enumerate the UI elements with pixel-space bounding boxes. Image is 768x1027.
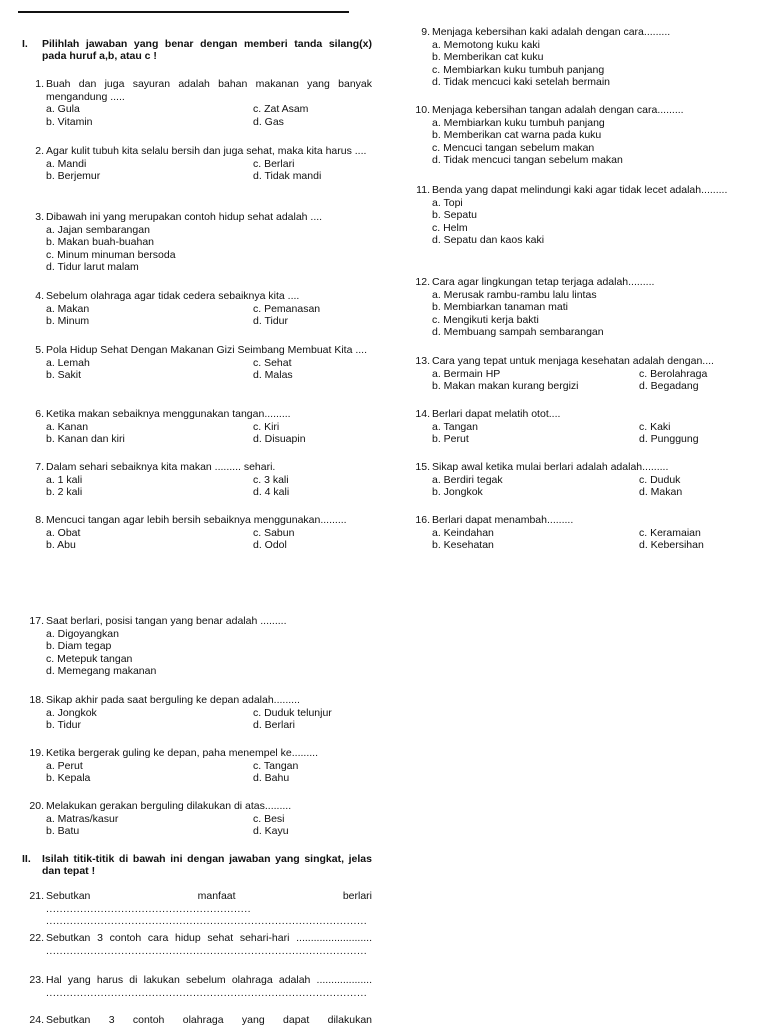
question-number: 17. bbox=[29, 615, 44, 627]
question-text: Cara yang tepat untuk menjaga kesehatan adalah dengan.... bbox=[432, 355, 714, 367]
answer-option[interactable]: d. Makan bbox=[639, 486, 683, 499]
question-number: 7. bbox=[35, 461, 44, 473]
question-text: Agar kulit tubuh kita selalu bersih dan juga sehat, maka kita harus .... bbox=[46, 145, 367, 157]
answer-option[interactable]: b. Makan buah-buahan bbox=[46, 236, 154, 249]
question-text: Mencuci tangan agar lebih bersih sebaiknya menggunakan......... bbox=[46, 514, 347, 526]
answer-options bbox=[432, 527, 756, 552]
answer-options bbox=[432, 474, 756, 499]
answer-option[interactable]: d. Begadang bbox=[639, 380, 699, 393]
answer-option[interactable]: c. Pemanasan bbox=[253, 302, 321, 315]
question-text: Ketika makan sebaiknya menggunakan tangan......... bbox=[46, 408, 291, 420]
answer-option[interactable]: d. Tidur larut malam bbox=[46, 261, 139, 274]
question-number: 6. bbox=[35, 408, 44, 420]
essay-question-22 bbox=[22, 932, 372, 957]
answer-options bbox=[46, 158, 372, 183]
answer-option[interactable]: a. Jongkok bbox=[46, 706, 97, 719]
answer-option[interactable]: b. Kanan dan kiri bbox=[46, 433, 125, 446]
answer-options bbox=[46, 421, 372, 446]
question-16 bbox=[408, 514, 756, 552]
answer-option[interactable]: a. Perut bbox=[46, 759, 83, 772]
answer-option[interactable]: c. Mencuci tangan sebelum makan bbox=[432, 141, 595, 154]
question-text: Sikap akhir pada saat berguling ke depan adalah......... bbox=[46, 694, 300, 706]
question-4 bbox=[22, 290, 372, 328]
question-number: 9. bbox=[421, 26, 430, 38]
section-1-number: I. bbox=[22, 38, 28, 50]
question-12 bbox=[408, 276, 756, 339]
answer-option[interactable]: a. Topi bbox=[432, 196, 463, 209]
answer-options bbox=[46, 103, 372, 128]
answer-option[interactable]: d. Tidak mencuci kaki setelah bermain bbox=[432, 76, 611, 89]
question-5 bbox=[22, 344, 372, 382]
essay-question-21 bbox=[22, 890, 372, 928]
question-text: Berlari dapat menambah......... bbox=[432, 514, 574, 526]
question-7 bbox=[22, 461, 372, 499]
answer-options bbox=[46, 707, 372, 732]
answer-option[interactable]: d. Punggung bbox=[639, 433, 699, 446]
answer-option[interactable]: d. Bahu bbox=[253, 772, 290, 785]
question-number: 14. bbox=[415, 408, 430, 420]
section-1-title: Pilihlah jawaban yang benar dengan memberi tanda silang(x) pada huruf a,b, atau c ! bbox=[42, 38, 372, 62]
answer-option[interactable]: a. Berdiri tegak bbox=[432, 473, 503, 486]
question-6 bbox=[22, 408, 372, 446]
answer-line[interactable]: .............................................................................................. bbox=[46, 915, 368, 928]
question-text: Cara agar lingkungan tetap terjaga adalah......... bbox=[432, 276, 655, 288]
answer-option[interactable]: b. Perut bbox=[432, 433, 469, 446]
question-text: Dibawah ini yang merupakan contoh hidup sehat adalah .... bbox=[46, 211, 323, 223]
answer-option[interactable]: b. Batu bbox=[46, 825, 80, 838]
answer-option[interactable]: c. Zat Asam bbox=[253, 103, 309, 116]
answer-option[interactable]: d. Malas bbox=[253, 369, 293, 382]
answer-option[interactable]: c. Kiri bbox=[253, 420, 280, 433]
answer-option[interactable]: b. Sepatu bbox=[432, 209, 477, 222]
question-text: Sebutkan manfaat berlari bbox=[46, 890, 372, 902]
question-text: Pola Hidup Sehat Dengan Makanan Gizi Seimbang Membuat Kita .... bbox=[46, 344, 368, 356]
answer-option[interactable]: a. Makan bbox=[46, 302, 90, 315]
answer-line[interactable]: .............................................................................................. bbox=[46, 986, 368, 999]
answer-option[interactable]: a. Matras/kasur bbox=[46, 812, 119, 825]
question-text: Saat berlari, posisi tangan yang benar adalah ......... bbox=[46, 615, 287, 627]
question-14 bbox=[408, 408, 756, 446]
answer-option[interactable]: a. Jajan sembarangan bbox=[46, 223, 150, 236]
question-number: 1. bbox=[35, 78, 44, 90]
answer-option[interactable]: d. Membuang sampah sembarangan bbox=[432, 326, 604, 339]
answer-option[interactable]: b. Minum bbox=[46, 315, 90, 328]
question-8 bbox=[22, 514, 372, 552]
question-text: Sikap awal ketika mulai berlari adalah adalah......... bbox=[432, 461, 669, 473]
answer-option[interactable]: c. Tangan bbox=[253, 759, 299, 772]
question-text: Sebutkan 3 contoh cara hidup sehat sehari-hari .......................... bbox=[46, 932, 372, 944]
answer-option[interactable]: d. Odol bbox=[253, 539, 287, 552]
answer-option[interactable]: a. Membiarkan kuku tumbuh panjang bbox=[432, 116, 605, 129]
question-number: 24. bbox=[29, 1014, 44, 1026]
answer-option[interactable]: c. Duduk telunjur bbox=[253, 706, 332, 719]
question-18 bbox=[22, 694, 372, 732]
question-number: 18. bbox=[29, 694, 44, 706]
answer-option[interactable]: b. Memberikan cat warna pada kuku bbox=[432, 129, 602, 142]
question-text: Dalam sehari sebaiknya kita makan ......... sehari. bbox=[46, 461, 276, 473]
answer-option[interactable]: b. Abu bbox=[46, 539, 76, 552]
answer-option[interactable]: c. Membiarkan kuku tumbuh panjang bbox=[432, 63, 605, 76]
answer-option[interactable]: d. Tidak mandi bbox=[253, 170, 322, 183]
question-text: Sebutkan 3 contoh olahraga yang dapat dilakukan bbox=[46, 1014, 372, 1026]
section-2-number: II. bbox=[22, 853, 31, 865]
question-20 bbox=[22, 800, 372, 838]
essay-question-23 bbox=[22, 974, 372, 999]
answer-option[interactable]: c. Kaki bbox=[639, 420, 671, 433]
answer-option[interactable]: b. Vitamin bbox=[46, 115, 93, 128]
answer-option[interactable]: d. Berlari bbox=[253, 719, 296, 732]
answer-option[interactable]: d. 4 kali bbox=[253, 486, 290, 499]
answer-option[interactable]: a. 1 kali bbox=[46, 473, 83, 486]
question-text: Benda yang dapat melindungi kaki agar tidak lecet adalah......... bbox=[432, 184, 728, 196]
answer-options bbox=[432, 421, 756, 446]
answer-option[interactable]: b. Berjemur bbox=[46, 170, 101, 183]
answer-option[interactable]: d. Gas bbox=[253, 115, 284, 128]
answer-option[interactable]: c. Minum minuman bersoda bbox=[46, 248, 176, 261]
question-3 bbox=[22, 211, 372, 274]
answer-options bbox=[46, 474, 372, 499]
question-number: 10. bbox=[415, 104, 430, 116]
answer-option[interactable]: a. Keindahan bbox=[432, 526, 494, 539]
answer-option[interactable]: c. Besi bbox=[253, 812, 285, 825]
answer-options bbox=[432, 39, 756, 89]
answer-option[interactable]: c. Mengikuti kerja bakti bbox=[432, 313, 539, 326]
answer-option[interactable]: b. Makan makan kurang bergizi bbox=[432, 380, 579, 393]
answer-option[interactable]: d. Tidak mencuci tangan sebelum makan bbox=[432, 154, 623, 167]
question-text: Menjaga kebersihan tangan adalah dengan cara......... bbox=[432, 104, 684, 116]
question-number: 22. bbox=[29, 932, 44, 944]
answer-options bbox=[46, 527, 372, 552]
answer-options bbox=[46, 813, 372, 838]
section-2-title: Isilah titik-titik di bawah ini dengan jawaban yang singkat, jelas dan tepat ! bbox=[42, 853, 372, 877]
answer-option[interactable]: b. Diam tegap bbox=[46, 640, 112, 653]
answer-option[interactable]: d. Kebersihan bbox=[639, 539, 704, 552]
answer-option[interactable]: c. Sehat bbox=[253, 356, 292, 369]
header-rule bbox=[18, 11, 349, 13]
answer-option[interactable]: a. Gula bbox=[46, 103, 80, 116]
question-9 bbox=[408, 26, 756, 89]
answer-option[interactable]: c. 3 kali bbox=[253, 473, 289, 486]
answer-option[interactable]: a. Obat bbox=[46, 526, 81, 539]
essay-question-24 bbox=[22, 1014, 372, 1027]
question-1 bbox=[22, 78, 372, 128]
question-text: Menjaga kebersihan kaki adalah dengan cara......... bbox=[432, 26, 671, 38]
question-10 bbox=[408, 104, 756, 167]
answer-option[interactable]: a. Digoyangkan bbox=[46, 627, 119, 640]
answer-line[interactable]: .............................................................................................. bbox=[46, 944, 368, 957]
question-15 bbox=[408, 461, 756, 499]
question-number: 13. bbox=[415, 355, 430, 367]
answer-option[interactable]: c. Metepuk tangan bbox=[46, 652, 133, 665]
question-text: Sebelum olahraga agar tidak cedera sebaiknya kita .... bbox=[46, 290, 300, 302]
question-number: 11. bbox=[416, 184, 430, 196]
answer-option[interactable]: c. Helm bbox=[432, 221, 468, 234]
question-number: 15. bbox=[415, 461, 430, 473]
answer-option[interactable]: b. Tidur bbox=[46, 719, 82, 732]
question-2 bbox=[22, 145, 372, 183]
answer-options bbox=[46, 357, 372, 382]
answer-option[interactable]: a. Tangan bbox=[432, 420, 478, 433]
answer-option[interactable]: c. Duduk bbox=[639, 473, 681, 486]
answer-option[interactable]: d. Memegang makanan bbox=[46, 665, 157, 678]
answer-option[interactable]: a. Mandi bbox=[46, 157, 87, 170]
answer-option[interactable]: a. Merusak rambu-rambu lalu lintas bbox=[432, 288, 597, 301]
answer-options bbox=[432, 289, 756, 339]
question-number: 12. bbox=[415, 276, 430, 288]
answer-option[interactable]: b. Kesehatan bbox=[432, 539, 494, 552]
question-text: Berlari dapat melatih otot.... bbox=[432, 408, 561, 420]
answer-options bbox=[46, 224, 372, 274]
question-number: 19. bbox=[29, 747, 44, 759]
question-text: Ketika bergerak guling ke depan, paha menempel ke......... bbox=[46, 747, 319, 759]
answer-option[interactable]: a. Bermain HP bbox=[432, 367, 501, 380]
answer-option[interactable]: d. Disuapin bbox=[253, 433, 306, 446]
question-number: 23. bbox=[29, 974, 44, 986]
section-1-heading bbox=[22, 38, 372, 62]
question-number: 2. bbox=[35, 145, 44, 157]
answer-option[interactable]: a. Kanan bbox=[46, 420, 89, 433]
answer-options bbox=[46, 303, 372, 328]
answer-options bbox=[46, 628, 372, 678]
question-13 bbox=[408, 355, 756, 393]
question-number: 4. bbox=[35, 290, 44, 302]
answer-option[interactable]: d. Tidur bbox=[253, 315, 289, 328]
answer-options bbox=[432, 117, 756, 167]
answer-option[interactable]: b. Jongkok bbox=[432, 486, 483, 499]
answer-options bbox=[432, 197, 756, 247]
question-19 bbox=[22, 747, 372, 785]
question-number: 8. bbox=[35, 514, 44, 526]
answer-option[interactable]: d. Kayu bbox=[253, 825, 289, 838]
answer-option[interactable]: c. Sabun bbox=[253, 526, 295, 539]
answer-option[interactable]: c. Berlari bbox=[253, 157, 295, 170]
section-2-heading bbox=[22, 853, 372, 877]
question-number: 3. bbox=[35, 211, 44, 223]
answer-option[interactable]: b. Kepala bbox=[46, 772, 91, 785]
answer-option[interactable]: d. Sepatu dan kaos kaki bbox=[432, 234, 545, 247]
answer-option[interactable]: b. Memberikan cat kuku bbox=[432, 51, 544, 64]
answer-options bbox=[46, 760, 372, 785]
answer-option[interactable]: c. Keramaian bbox=[639, 526, 701, 539]
question-text: Buah dan juga sayuran adalah bahan makanan yang banyak mengandung ..... bbox=[46, 78, 372, 103]
question-text: Melakukan gerakan berguling dilakukan di atas......... bbox=[46, 800, 292, 812]
question-number: 21. bbox=[29, 890, 44, 902]
answer-options bbox=[432, 368, 756, 393]
answer-option[interactable]: c. Berolahraga bbox=[639, 367, 708, 380]
question-number: 5. bbox=[35, 344, 44, 356]
answer-option[interactable]: a. Memotong kuku kaki bbox=[432, 38, 540, 51]
question-11 bbox=[408, 184, 756, 247]
question-17 bbox=[22, 615, 372, 678]
question-number: 20. bbox=[29, 800, 44, 812]
answer-line[interactable]: ............................................................ bbox=[46, 902, 252, 915]
question-number: 16. bbox=[415, 514, 430, 526]
answer-option[interactable]: b. Sakit bbox=[46, 369, 82, 382]
answer-option[interactable]: b. 2 kali bbox=[46, 486, 83, 499]
question-text: Hal yang harus di lakukan sebelum olahraga adalah ................... bbox=[46, 974, 372, 986]
answer-option[interactable]: b. Membiarkan tanaman mati bbox=[432, 301, 568, 314]
answer-option[interactable]: a. Lemah bbox=[46, 356, 90, 369]
